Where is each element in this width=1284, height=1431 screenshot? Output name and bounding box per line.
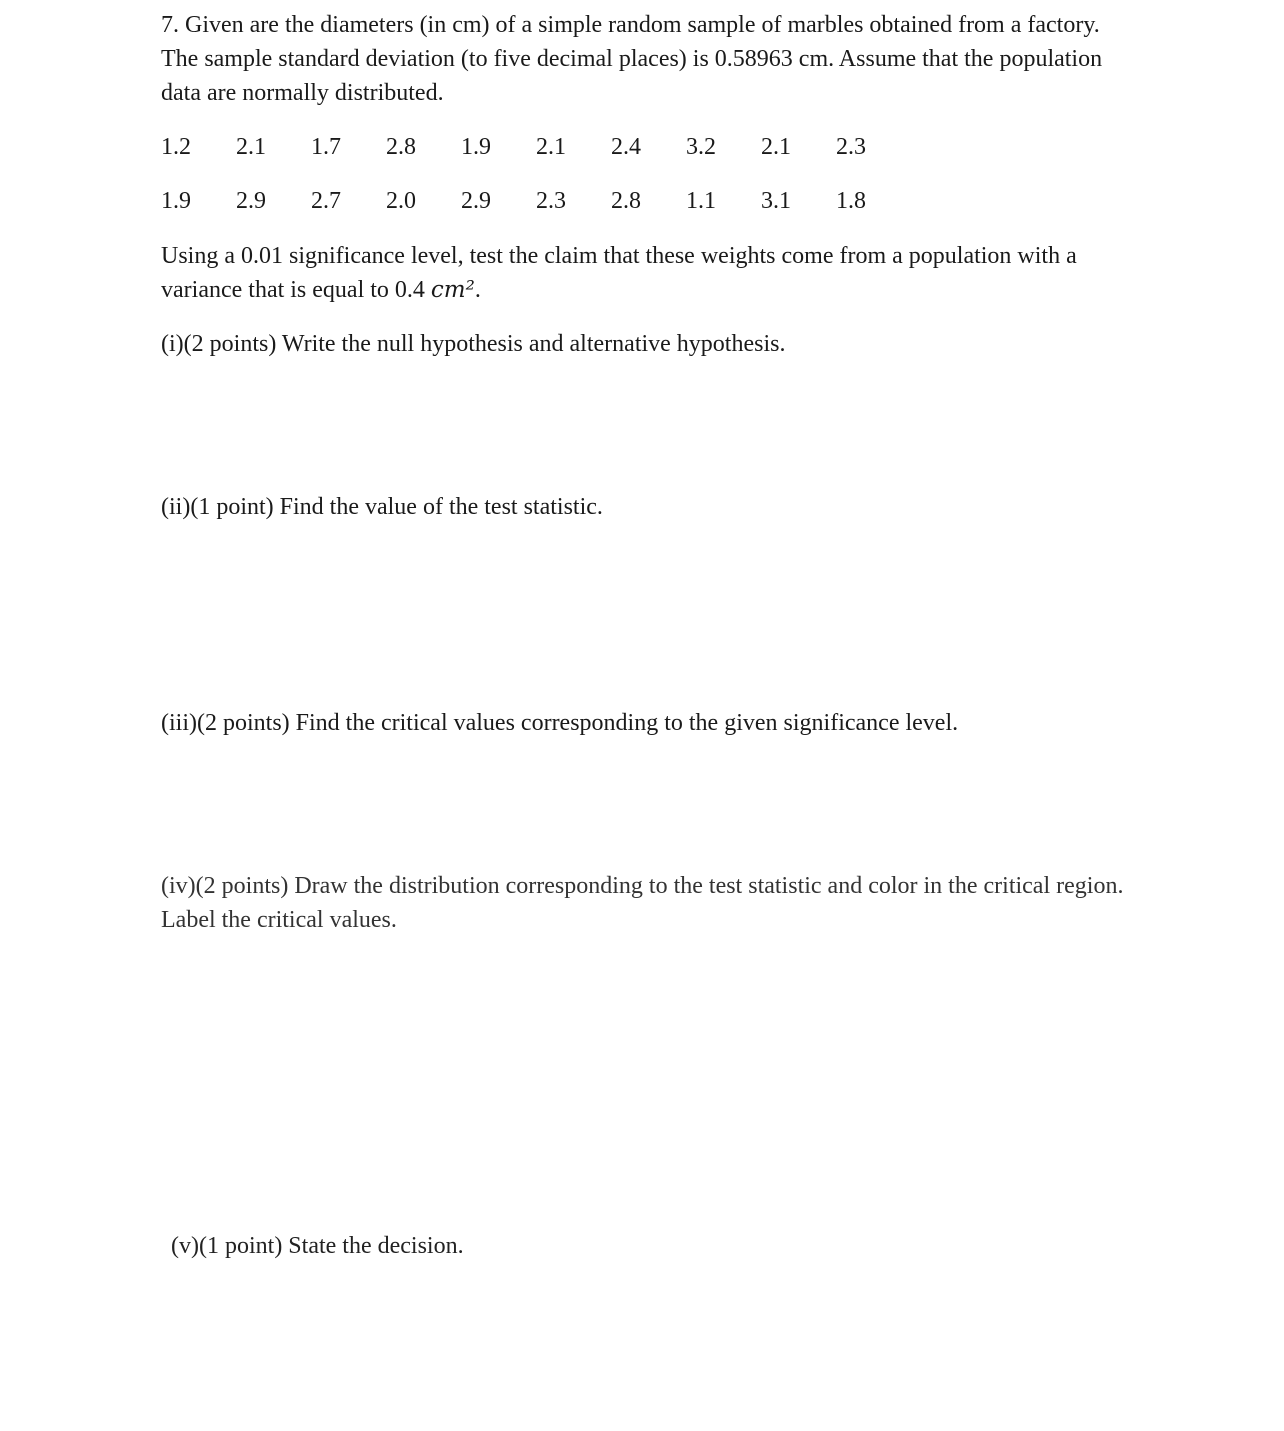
data-value: 1.2	[161, 134, 191, 160]
question-v: (v)(1 point) State the decision.	[171, 1233, 464, 1259]
claim-statement	[161, 239, 1131, 307]
question-iv: (iv)(2 points) Draw the distribution corresponding to the test statistic and color in the critical region. Label the critical values.	[161, 873, 1124, 933]
data-value: 2.7	[311, 188, 341, 214]
problem-intro: 7. Given are the diameters (in cm) of a simple random sample of marbles obtained from a factory. The sample standard deviation (to five decimal places) is 0.58963 cm. Assume that the population data are normally distributed.	[161, 12, 1103, 106]
data-row-2	[161, 186, 911, 216]
data-value: 1.9	[461, 134, 491, 160]
data-value: 1.9	[161, 188, 191, 214]
data-value: 2.1	[536, 134, 566, 160]
claim-text: Using a 0.01 significance level, test the claim that these weights come from a population with a variance that is equal to 0.4	[161, 243, 1077, 303]
data-value: 2.8	[386, 134, 416, 160]
data-value: 2.9	[236, 188, 266, 214]
claim-end: .	[474, 277, 481, 303]
data-value: 2.8	[611, 188, 641, 214]
data-value: 2.0	[386, 188, 416, 214]
question-ii: (ii)(1 point) Find the value of the test statistic.	[161, 494, 603, 520]
data-value: 2.4	[611, 134, 641, 160]
data-value: 1.8	[836, 188, 866, 214]
data-value: 1.1	[686, 188, 716, 214]
data-value: 2.3	[836, 134, 866, 160]
data-value: 2.1	[761, 134, 791, 160]
data-value: 3.1	[761, 188, 791, 214]
data-row-1	[161, 132, 911, 162]
data-value: 2.1	[236, 134, 266, 160]
data-value: 2.3	[536, 188, 566, 214]
data-value: 1.7	[311, 134, 341, 160]
variance-unit: cm²	[430, 277, 475, 303]
question-iii: (iii)(2 points) Find the critical values corresponding to the given significance level.	[161, 710, 959, 736]
question-i: (i)(2 points) Write the null hypothesis and alternative hypothesis.	[161, 331, 786, 357]
data-value: 3.2	[686, 134, 716, 160]
data-value: 2.9	[461, 188, 491, 214]
